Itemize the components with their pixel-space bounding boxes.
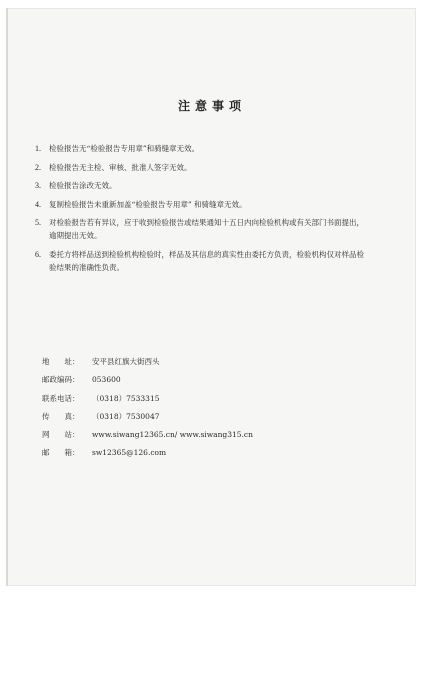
website-row <box>42 426 253 444</box>
fax-label: 传 真： <box>42 411 80 421</box>
website-label: 网 站： <box>42 430 80 440</box>
fax-row <box>42 408 253 426</box>
notice-item <box>35 142 370 155</box>
phone-label: 联系电话： <box>42 393 80 403</box>
notice-number: 5. <box>35 218 41 227</box>
address-label: 地 址： <box>42 357 80 366</box>
page-title: 注意事项 <box>177 99 246 113</box>
phone-row <box>42 390 253 408</box>
document-page <box>6 8 416 586</box>
phone-value: （0318）7533315 <box>92 393 160 403</box>
notice-item <box>35 216 370 242</box>
notice-item <box>35 248 370 274</box>
page-edge <box>6 8 8 586</box>
notice-item <box>35 179 370 192</box>
email-value: sw12365@126.com <box>92 448 167 458</box>
notice-item <box>35 198 370 211</box>
postcode-label: 邮政编码： <box>42 375 80 385</box>
address-row <box>42 353 253 371</box>
website-value: www.siwang12365.cn/ www.siwang315.cn <box>92 430 253 440</box>
notice-number: 6. <box>35 249 41 259</box>
notice-text: 对检验报告若有异议，应于收到检验报告或结果通知十五日内向检验机构或有关部门书面提出，逾期提出无效。 <box>49 218 364 240</box>
notice-text: 检验报告无主检、审核、批准人签字无效。 <box>49 162 192 172</box>
notice-text: 委托方将样品送到检验机构检验时，样品及其信息的真实性由委托方负责，检验机构仅对样品检验结果的准确性负责。 <box>49 249 364 272</box>
postcode-row <box>42 371 253 389</box>
fax-value: （0318）7530047 <box>92 411 160 421</box>
notice-text: 复制检验报告未重新加盖“检验报告专用章” 和骑缝章无效。 <box>49 199 247 209</box>
notice-text: 检验报告无“检验报告专用章”和骑缝章无效。 <box>49 144 200 153</box>
contact-info <box>42 353 253 463</box>
notice-text: 检验报告涂改无效。 <box>49 181 117 190</box>
postcode-value: 053600 <box>92 375 121 385</box>
address-value: 安平县红旗大街西头 <box>92 357 160 366</box>
email-row <box>42 444 253 462</box>
notice-number: 3. <box>35 181 41 190</box>
email-label: 邮 箱： <box>42 448 80 458</box>
notice-item <box>35 161 370 174</box>
notice-number: 4. <box>35 199 41 209</box>
notice-list <box>35 142 370 279</box>
notice-number: 2. <box>35 162 41 172</box>
notice-number: 1. <box>35 144 41 153</box>
